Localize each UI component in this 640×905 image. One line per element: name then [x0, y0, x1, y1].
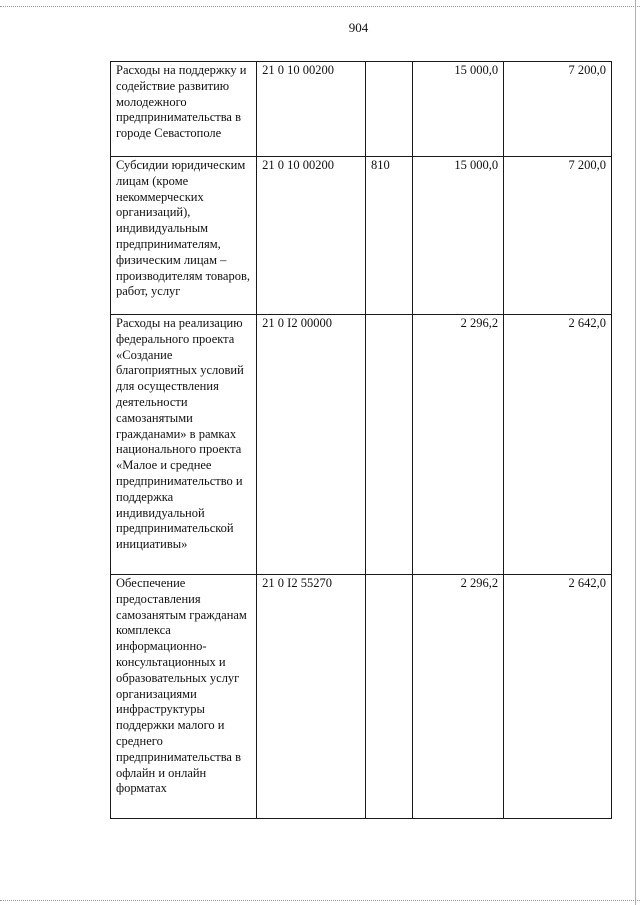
- amount-year1-cell: 15 000,0: [413, 157, 504, 315]
- target-code-cell: 21 0 10 00200: [257, 157, 366, 315]
- budget-table: [110, 61, 612, 819]
- expense-type-cell: 810: [366, 157, 413, 315]
- scan-edge-right: [635, 0, 636, 905]
- table-row: [111, 315, 612, 575]
- amount-year1-cell: 15 000,0: [413, 62, 504, 157]
- table-row: [111, 157, 612, 315]
- target-code-cell: 21 0 10 00200: [257, 62, 366, 157]
- target-code-cell: 21 0 I2 55270: [257, 575, 366, 819]
- scan-edge-top: [0, 6, 640, 7]
- amount-year2-cell: 7 200,0: [504, 157, 612, 315]
- expense-name-cell: Обеспечение предоставления самозанятым гражданам комплекса информационно-консультационных и образовательных услуг организациями инфраструктуры поддержки малого и среднего предпринимательства в офлайн и онлайн форматах: [111, 575, 257, 819]
- page-number: 904: [348, 20, 369, 35]
- table-row: [111, 575, 612, 819]
- expense-type-cell: [366, 575, 413, 819]
- amount-year1-cell: 2 296,2: [413, 315, 504, 575]
- amount-year1-cell: 2 296,2: [413, 575, 504, 819]
- table-row: [111, 62, 612, 157]
- expense-name-cell: Расходы на реализацию федерального проекта «Создание благоприятных условий для осуществления деятельности самозанятыми гражданами» в рамках национального проекта «Малое и среднее предпринимательство и поддержка индивидуальной предпринимательской инициативы»: [111, 315, 257, 575]
- expense-name-cell: Субсидии юридическим лицам (кроме некоммерческих организаций), индивидуальным предпринимателям, физическим лицам – производителям товаров, работ, услуг: [111, 157, 257, 315]
- expense-type-cell: [366, 62, 413, 157]
- target-code-cell: 21 0 I2 00000: [257, 315, 366, 575]
- amount-year2-cell: 2 642,0: [504, 575, 612, 819]
- expense-name-cell: Расходы на поддержку и содействие развитию молодежного предпринимательства в городе Севастополе: [111, 62, 257, 157]
- scan-edge-bottom: [0, 900, 640, 901]
- amount-year2-cell: 2 642,0: [504, 315, 612, 575]
- amount-year2-cell: 7 200,0: [504, 62, 612, 157]
- expense-type-cell: [366, 315, 413, 575]
